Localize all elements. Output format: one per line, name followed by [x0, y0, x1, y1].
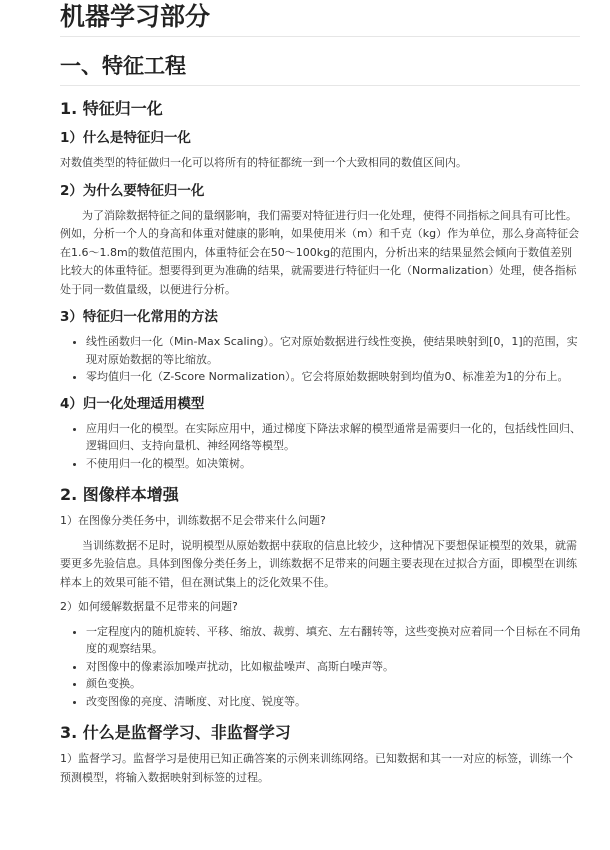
- question-what-is-normalization: 1）什么是特征归一化: [60, 130, 191, 146]
- list-item: • 应用归一化的模型。在实际应用中，通过梯度下降法求解的模型通常是需要归一化的，包括线性回归、逻辑回归、支持向量机、神经网络等模型。: [86, 420, 586, 455]
- list-item: • 颜色变换。: [86, 675, 586, 693]
- question-applicable-models: 4）归一化处理适用模型: [60, 395, 205, 412]
- list-item: • 线性函数归一化（Min-Max Scaling）。它对原始数据进行线性变换，使结果映射到[0，1]的范围，实现对原始数据的等比缩放。: [86, 333, 586, 368]
- list-item: • 不使用归一化的模型。如决策树。: [86, 455, 586, 473]
- section-heading-feature-engineering: 一、特征工程: [60, 51, 580, 86]
- answer-insufficient-data: 当训练数据不足时，说明模型从原始数据中获取的信息比较少，这种情况下要想保证模型的效果，就需要更多先验信息。具体到图像分类任务上，训练数据不足带来的问题主要表现在过拟合方面，即模型在训练样本上的效果可能不错，但在测试集上的泛化效果不佳。: [60, 538, 577, 589]
- heading-image-augmentation: 2. 图像样本增强: [60, 485, 179, 504]
- heading-supervised-learning: 3. 什么是监督学习、非监督学习: [60, 723, 291, 742]
- list-item: • 改变图像的亮度、清晰度、对比度、锐度等。: [86, 693, 586, 711]
- question-mitigate-data: 2）如何缓解数据量不足带来的问题?: [60, 600, 238, 613]
- heading-feature-normalization: 1. 特征归一化: [60, 99, 163, 118]
- list-item: • 零均值归一化（Z-Score Normalization）。它会将原始数据映射到均值为0、标准差为1的分布上。: [86, 368, 586, 386]
- question-normalization-methods: 3）特征归一化常用的方法: [60, 309, 218, 325]
- list-item: • 对图像中的像素添加噪声扰动，比如椒盐噪声、高斯白噪声等。: [86, 658, 586, 676]
- question-why-normalization: 2）为什么要特征归一化: [60, 182, 205, 199]
- answer-what-is-normalization: 对数值类型的特征做归一化可以将所有的特征都统一到一个大致相同的数值区间内。: [60, 156, 467, 169]
- page-title: 机器学习部分: [60, 0, 580, 37]
- list-augmentation-methods: [60, 623, 586, 711]
- list-applicable-models: [60, 420, 586, 473]
- list-item: • 一定程度内的随机旋转、平移、缩放、裁剪、填充、左右翻转等，这些变换对应着同一个目标在不同角度的观察结果。: [86, 623, 586, 658]
- answer-supervised-learning: 1）监督学习。监督学习是使用已知正确答案的示例来训练网络。已知数据和其一一对应的标签，训练一个预测模型，将输入数据映射到标签的过程。: [60, 752, 573, 784]
- answer-why-normalization: 为了消除数据特征之间的量纲影响，我们需要对特征进行归一化处理，使得不同指标之间具有可比性。例如，分析一个人的身高和体重对健康的影响，如果使用米（m）和千克（kg）作为单位，那么身高特征会在1.6～1.8m的数值范围内，体重特征会在50～100kg的范围内，分析出来的结果显然会倾向于数值差别比较大的体重特征。想要得到更为准确的结果，就需要进行特征归一化（Normalization）处理，使各指标处于同一数值量级，以便进行分析。: [60, 208, 580, 296]
- list-normalization-methods: [60, 333, 586, 386]
- question-insufficient-data: 1）在图像分类任务中，训练数据不足会带来什么问题?: [60, 514, 326, 527]
